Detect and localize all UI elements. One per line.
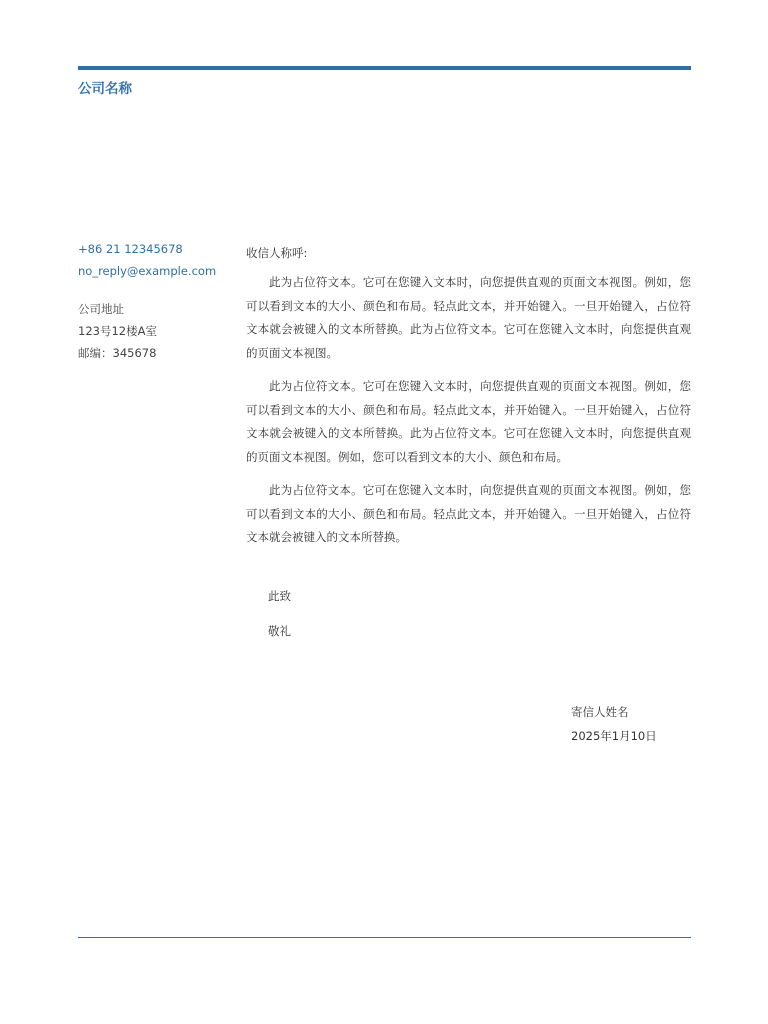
closing-regards[interactable]: 敬礼 [268,623,291,638]
body-paragraph-3[interactable]: 此为占位符文本。它可在您键入文本时，向您提供直观的页面文本视图。例如，您可以看到文本的大小、颜色和布局。轻点此文本，并开始键入。一旦开始键入，占位符文本就会被键入的文本所替换。 [246,483,691,544]
sender-name[interactable]: 寄信人姓名 [571,705,629,719]
body-paragraph-2[interactable]: 此为占位符文本。它可在您键入文本时，向您提供直观的页面文本视图。例如，您可以看到文本的大小、颜色和布局。轻点此文本，并开始键入。一旦开始键入，占位符文本就会被键入的文本所替换。此为占位符文本。它可在您键入文本时，向您提供直观的页面文本视图。例如，您可以看到文本的大小、颜色和布局。 [246,379,691,464]
body-paragraph-1[interactable]: 此为占位符文本。它可在您键入文本时，向您提供直观的页面文本视图。例如，您可以看到文本的大小、颜色和布局。轻点此文本，并开始键入。一旦开始键入，占位符文本就会被键入的文本所替换。此为占位符文本。它可在您键入文本时，向您提供直观的页面文本视图。 [246,275,691,360]
postal-code[interactable]: 邮编：345678 [78,346,157,360]
letter-body [246,243,691,641]
address-label[interactable]: 公司地址 [78,302,124,316]
company-name[interactable]: 公司名称 [78,81,132,97]
letter-date[interactable]: 2025年1月10日 [571,729,657,743]
greeting[interactable]: 收信人称呼: [246,246,308,260]
email-address[interactable]: no_reply@example.com [78,264,217,278]
footer-rule [78,937,691,938]
header-rule [78,66,691,70]
address-line[interactable]: 123号12楼A室 [78,324,157,338]
closing-block [268,586,691,641]
phone-number[interactable]: +86 21 12345678 [78,242,183,256]
sender-block [571,702,657,746]
contact-block [78,241,238,367]
closing-salutation[interactable]: 此致 [268,588,291,603]
